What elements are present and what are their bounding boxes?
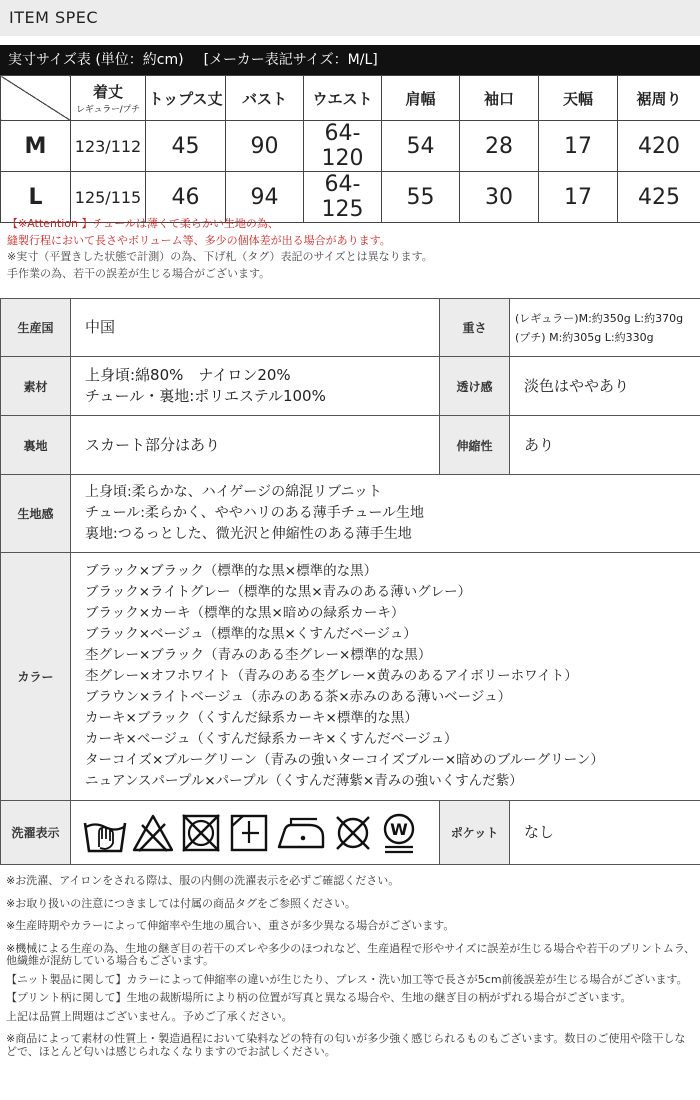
lining-value: スカート部分はあり	[71, 416, 440, 475]
weight-value	[510, 299, 700, 357]
size-cell: 64-120	[304, 121, 382, 172]
spec-row-texture	[1, 475, 700, 553]
material-value	[71, 357, 440, 416]
color-item: ブラウン×ライトベージュ（赤みのある茶×赤みのある薄いベージュ）	[85, 689, 512, 705]
color-item: ニュアンスパープル×パープル（くすんだ薄紫×青みの強いくすんだ紫）	[85, 773, 523, 789]
footer-note: 【プリント柄に関して】生地の裁断場所により柄の位置が写真と異なる場合や、生地の継ぎ目の柄がずれる場合がございます。	[6, 991, 632, 1004]
color-item: カーキ×ブラック（くすんだ緑系カーキ×標準的な黒）	[85, 710, 418, 726]
column-header: トップス丈	[146, 76, 226, 121]
section-title: ITEM SPEC	[9, 8, 99, 27]
stretch-label: 伸縮性	[440, 416, 510, 475]
wash-label: 洗濯表示	[1, 801, 71, 865]
pocket-label: ポケット	[440, 801, 510, 865]
column-header: 裾周り	[618, 76, 700, 121]
footer-note: 【ニット製品に関して】カラーによって伸縮率の違いが生じたり、プレス・洗い加工等で長さが5cm前後誤差が生じる場合がございます。	[6, 972, 688, 986]
size-cell: 420	[618, 121, 700, 172]
origin-value: 中国	[71, 299, 440, 357]
attention-note: 縫製行程において長さやボリューム等、多少の個体差が出る場合があります。	[7, 233, 391, 247]
color-item: ブラック×ブラック（標準的な黒×標準的な黒）	[85, 563, 378, 579]
size-notes	[7, 216, 697, 282]
size-name: L	[1, 172, 71, 223]
spec-row-colors	[1, 553, 700, 801]
spec-row-material	[1, 357, 700, 416]
care-symbols	[71, 801, 440, 865]
material-line: 上身頃:綿80% ナイロン20%	[85, 366, 291, 384]
texture-label: 生地感	[1, 475, 71, 553]
lining-label: 裏地	[1, 416, 71, 475]
spec-table	[0, 298, 700, 865]
column-header: 肩幅	[382, 76, 460, 121]
color-label: カラー	[1, 553, 71, 801]
size-cell: 46	[146, 172, 226, 223]
origin-label: 生産国	[1, 299, 71, 357]
size-row-m	[1, 121, 700, 172]
size-table-caption: 実寸サイズ表 (単位：約cm)	[8, 52, 184, 68]
footer-note: ※お取り扱いの注意につきましては付属の商品タグをご参照ください。	[6, 896, 356, 910]
color-item: ターコイズ×ブルーグリーン（青みの強いターコイズブルー×暗めのブルーグリーン）	[85, 752, 604, 768]
footer-notes	[6, 875, 696, 1068]
length-header: 着丈 レギュラー/プチ	[71, 76, 146, 121]
texture-line: チュール:柔らかく、ややハリのある薄手チュール生地	[85, 505, 425, 521]
stretch-value: あり	[510, 416, 700, 475]
no-tumble-dry-icon	[179, 811, 223, 855]
section-header	[0, 0, 700, 36]
size-cell: 90	[226, 121, 304, 172]
weight-regular: (レギュラー)M:約350g L:約370g	[515, 311, 684, 325]
size-cell: 94	[226, 172, 304, 223]
footer-note: 上記は品質上問題はございません。予めご了承ください。	[6, 1009, 293, 1023]
sheer-label: 透け感	[440, 357, 510, 416]
color-item: カーキ×ベージュ（くすんだ緑系カーキ×くすんだベージュ）	[85, 731, 458, 747]
spec-row-care	[1, 801, 700, 865]
size-cell: 28	[460, 121, 539, 172]
no-dry-clean-icon	[331, 811, 375, 855]
spec-row-lining	[1, 416, 700, 475]
size-table	[0, 75, 700, 223]
size-cell: 55	[382, 172, 460, 223]
size-name: M	[1, 121, 71, 172]
footer-note: ※商品によって素材の性質上・製造過程において染料などの特有の匂いが多少強く感じられるものもございます。数日のご使用や陰干しなどで、ほとんど匂いは感じられなくなりますのでお試しください。	[6, 1032, 686, 1058]
weight-label: 重さ	[440, 299, 510, 357]
color-item: 杢グレー×ブラック（青みのある杢グレー×標準的な黒）	[85, 647, 432, 663]
low-iron-icon	[275, 811, 327, 855]
footer-note: ※機械による生産の為、生地の継ぎ目の若干のズレや多少のほつれなど、生産過程で形やサイズに誤差が生じる場合や若干のプリントムラ、他繊維が混紡している場合もございます。	[6, 941, 696, 967]
size-cell: 17	[539, 121, 618, 172]
maker-size-label: [メーカー表記サイズ：M/L]	[203, 52, 378, 68]
size-cell: 17	[539, 172, 618, 223]
wet-clean-mark: W	[390, 819, 408, 839]
texture-line: 上身頃:柔らかな、ハイゲージの綿混リブニット	[85, 484, 382, 500]
column-header: 天幅	[539, 76, 618, 121]
texture-line: 裏地:つるっとした、微光沢と伸縮性のある薄手生地	[85, 526, 412, 542]
wet-clean-icon	[379, 811, 419, 855]
color-item: 杢グレー×オフホワイト（青みのある杢グレー×黄みのあるアイボリーホワイト）	[85, 668, 578, 684]
length-cell: 125/115	[71, 172, 146, 223]
footer-note: ※お洗濯、アイロンをされる際は、服の内側の洗濯表示を必ずご確認ください。	[6, 874, 400, 887]
measurement-note: ※実寸（平置きした状態で計測）の為、下げ札（タグ）表記のサイズとは異なります。	[7, 250, 433, 263]
material-line: チュール・裏地:ポリエステル100%	[85, 387, 326, 405]
size-table-header-row	[1, 76, 700, 121]
column-header: 袖口	[460, 76, 539, 121]
size-cell: 45	[146, 121, 226, 172]
footer-note: ※生産時期やカラーによって伸縮率や生地の風合い、重さが多少異なる場合がございます。	[6, 919, 455, 932]
size-cell: 64-125	[304, 172, 382, 223]
hand-wash-icon	[83, 811, 127, 855]
size-table-caption-bar	[0, 45, 700, 75]
size-row-l	[1, 172, 700, 223]
size-cell: 54	[382, 121, 460, 172]
length-subheader: レギュラー/プチ	[76, 105, 140, 115]
color-item: ブラック×ライトグレー（標準的な黒×青みのある薄いグレー）	[85, 584, 472, 600]
drip-dry-shade-icon	[227, 811, 271, 855]
color-list	[71, 553, 700, 801]
color-item: ブラック×カーキ（標準的な黒×暗めの緑系カーキ）	[85, 605, 405, 621]
measurement-note: 手作業の為、若干の誤差が生じる場合がございます。	[7, 266, 271, 280]
texture-value	[71, 475, 700, 553]
diagonal-corner-cell	[1, 76, 71, 121]
weight-petite: (プチ) M:約305g L:約330g	[515, 330, 654, 344]
material-label: 素材	[1, 357, 71, 416]
color-item: ブラック×ベージュ（標準的な黒×くすんだベージュ）	[85, 626, 417, 642]
no-bleach-icon	[131, 811, 175, 855]
column-header: ウエスト	[304, 76, 382, 121]
pocket-value: なし	[510, 801, 700, 865]
size-cell: 425	[618, 172, 700, 223]
sheer-value: 淡色はややあり	[510, 357, 700, 416]
attention-note: 【※Attention 】チュールは薄くて柔らかい生地の為、	[7, 217, 279, 230]
column-header: バスト	[226, 76, 304, 121]
size-cell: 30	[460, 172, 539, 223]
spec-row-origin	[1, 299, 700, 357]
length-cell: 123/112	[71, 121, 146, 172]
